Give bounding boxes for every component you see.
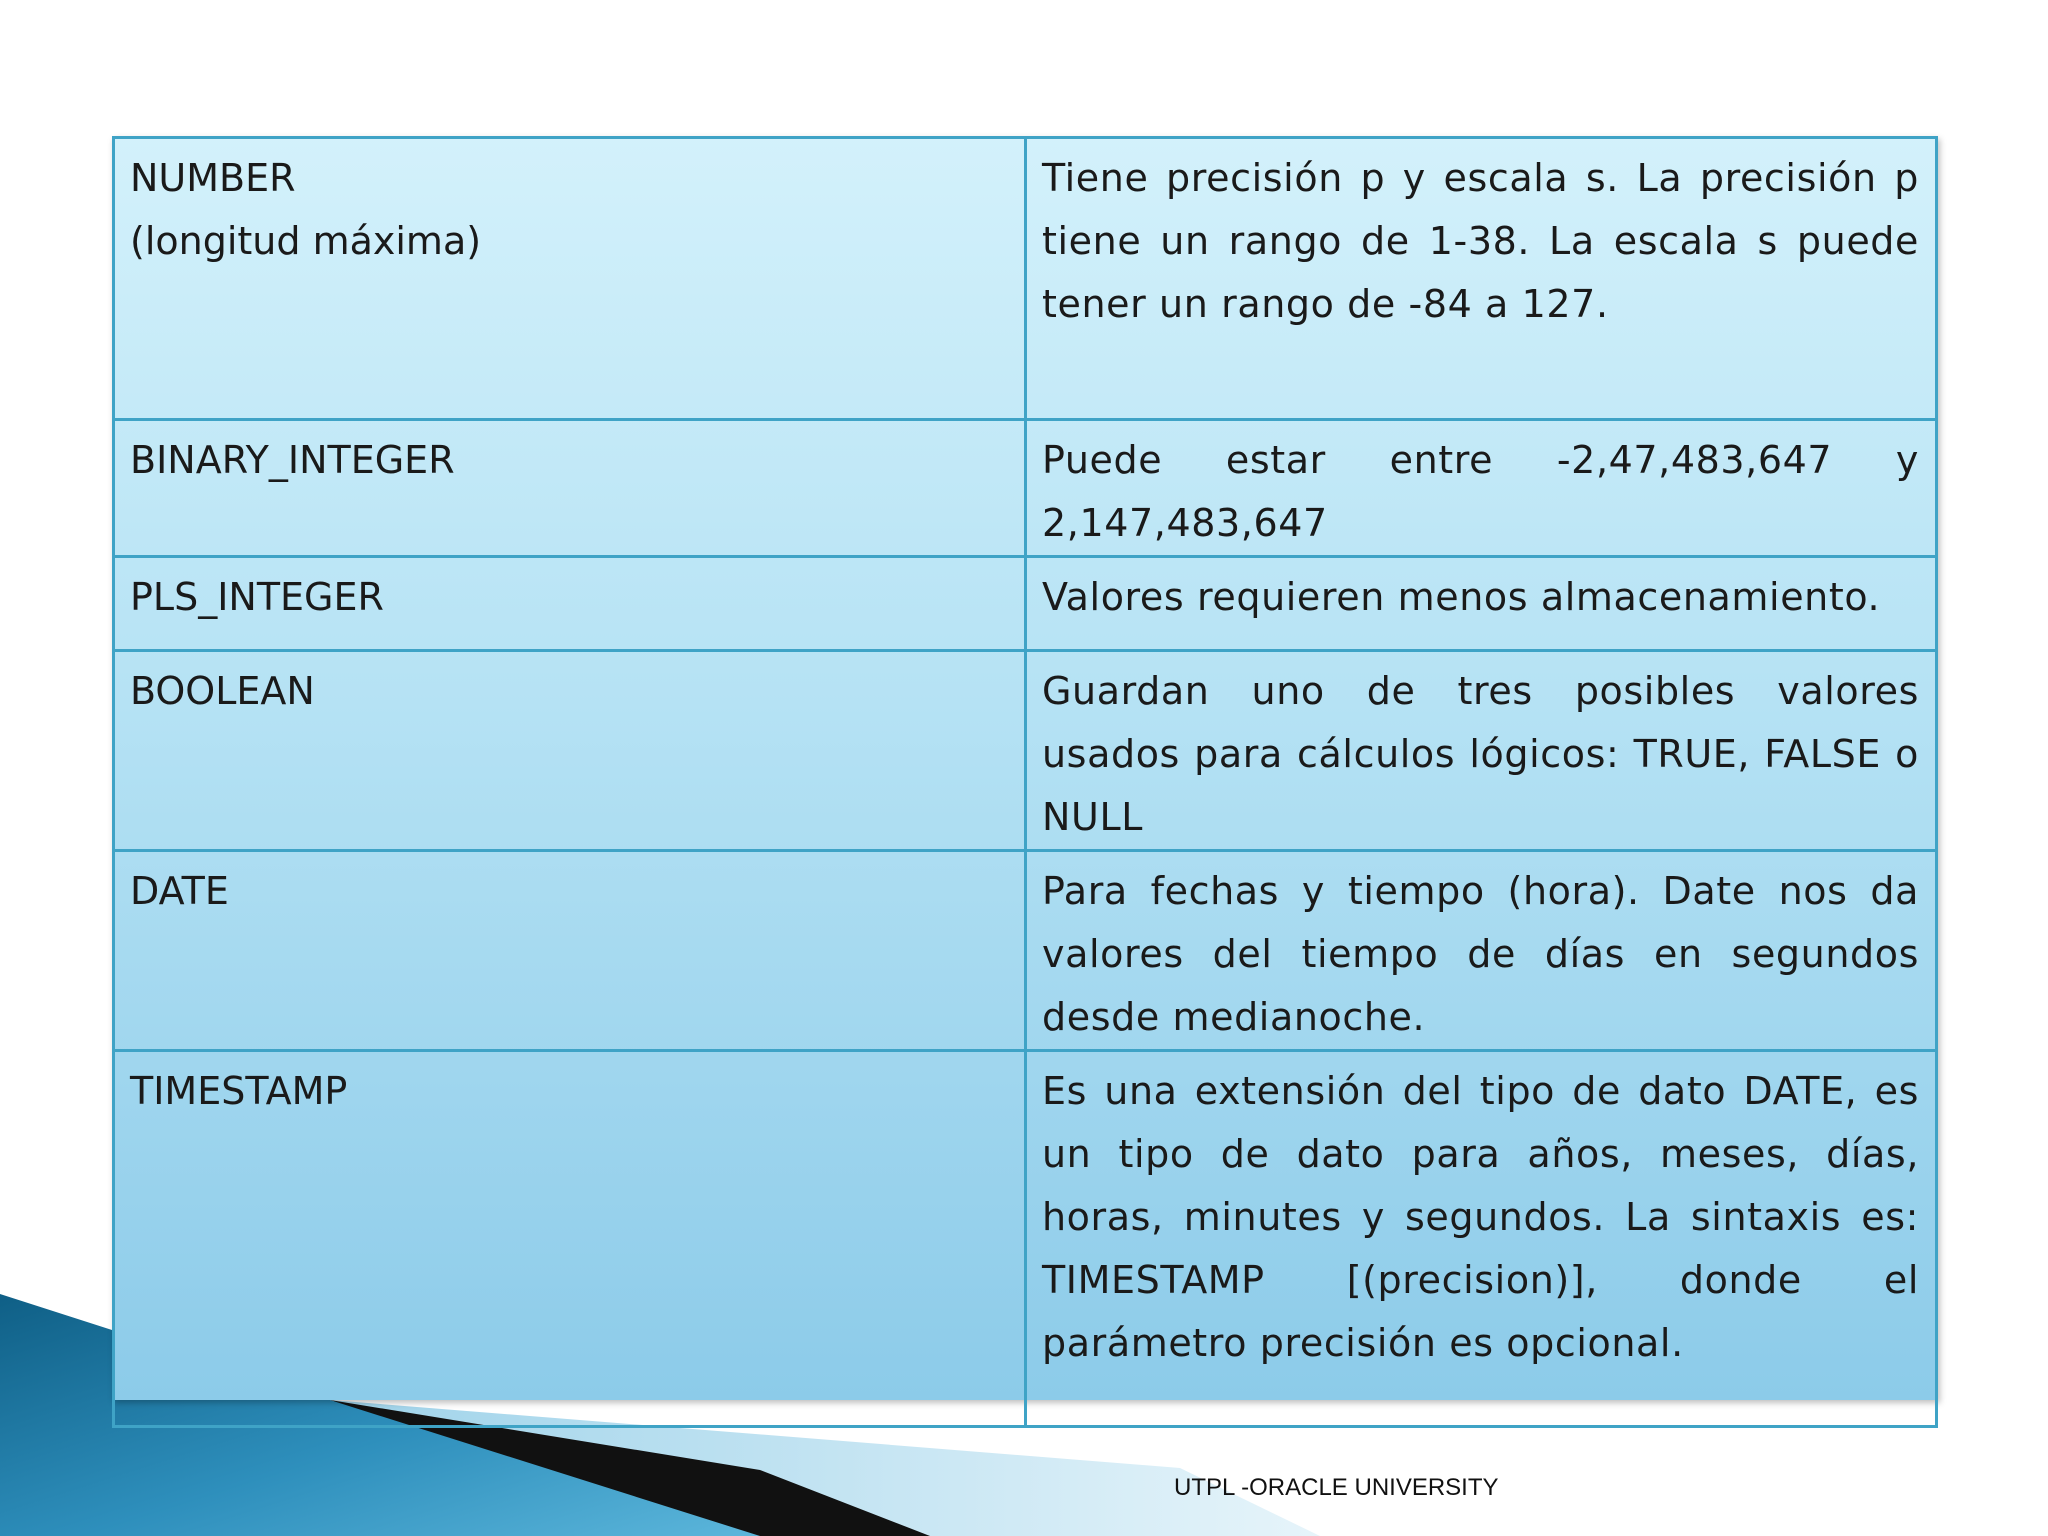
type-name-note: (longitud máxima) bbox=[130, 219, 482, 263]
table-row bbox=[114, 651, 1937, 851]
type-name: NUMBER bbox=[130, 156, 296, 200]
type-description: Tiene precisión p y escala s. La precisión p tiene un rango de 1-38. La escala s puede tener un rango de -84 a 127. bbox=[1026, 138, 1937, 420]
table-row bbox=[114, 420, 1937, 557]
datatype-table bbox=[112, 136, 1938, 1400]
type-name-cell bbox=[114, 138, 1026, 420]
table-row bbox=[114, 138, 1937, 420]
type-description: Puede estar entre -2,47,483,647 y 2,147,483,647 bbox=[1026, 420, 1937, 557]
type-description: Guardan uno de tres posibles valores usados para cálculos lógicos: TRUE, FALSE o NULL bbox=[1026, 651, 1937, 851]
table-row bbox=[114, 851, 1937, 1051]
type-name: TIMESTAMP bbox=[114, 1051, 1026, 1427]
type-description: Es una extensión del tipo de dato DATE, es un tipo de dato para años, meses, días, horas, minutes y segundos. La sintaxis es: TIMESTAMP [(precision)], donde el parámetro precisión es opcional. bbox=[1026, 1051, 1937, 1427]
type-name: PLS_INTEGER bbox=[114, 557, 1026, 651]
table-row bbox=[114, 1051, 1937, 1427]
footer-text: UTPL -ORACLE UNIVERSITY bbox=[1174, 1474, 1499, 1501]
table-row bbox=[114, 557, 1937, 651]
type-name: BINARY_INTEGER bbox=[114, 420, 1026, 557]
type-description: Valores requieren menos almacenamiento. bbox=[1026, 557, 1937, 651]
type-name: DATE bbox=[114, 851, 1026, 1051]
type-name: BOOLEAN bbox=[114, 651, 1026, 851]
type-description: Para fechas y tiempo (hora). Date nos da valores del tiempo de días en segundos desde medianoche. bbox=[1026, 851, 1937, 1051]
